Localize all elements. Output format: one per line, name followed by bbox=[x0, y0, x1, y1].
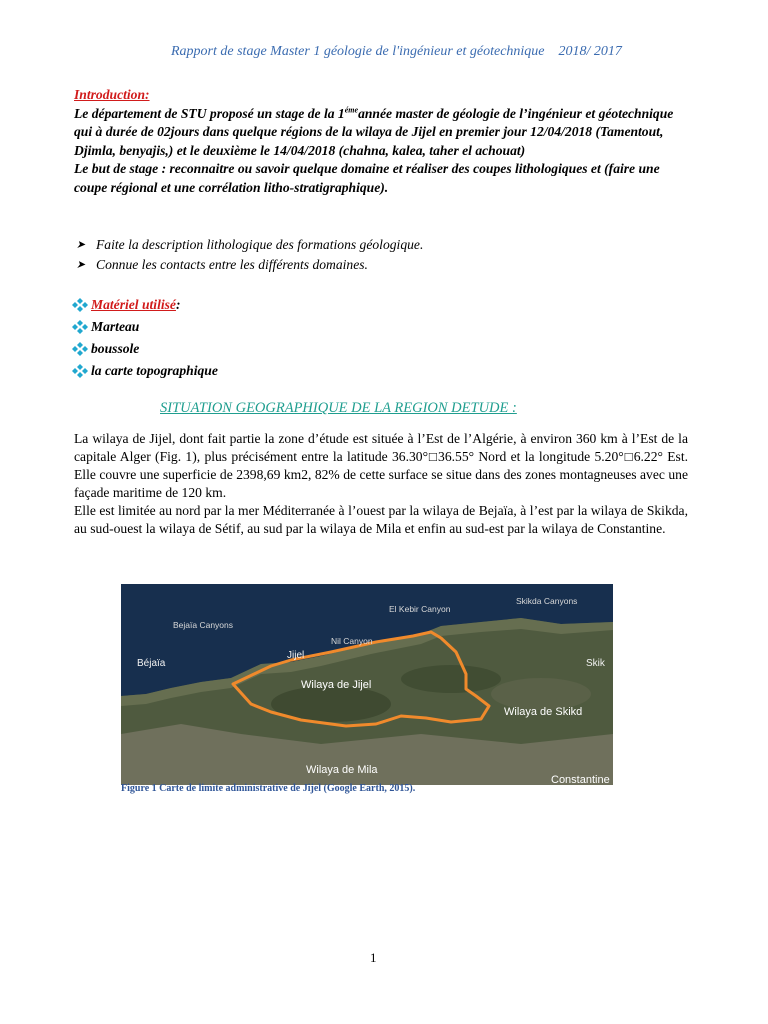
materials-list bbox=[72, 294, 472, 382]
introduction-paragraph: Le département de STU proposé un stage de la $1^{éme}année$ master de géologie de l’ingénieur et géotechnique qui à durée de 02jours dans quelque régions de la wilaya de Jijel en premier jour 12/04/2018 (Tamentout, Djimla, benyajis,) et le deuxième le 14/04/2018 (chahna, kalea, taher el achouat) bbox=[74, 105, 674, 158]
header-year: 2018/ 2017 bbox=[558, 44, 622, 59]
map-label-wilaya-jijel: Wilaya de Jijel bbox=[301, 679, 372, 691]
header-title: Rapport de stage Master 1 géologie de l'ingénieur et géotechnique bbox=[171, 44, 545, 59]
map-label-wilaya-skikda: Wilaya de Skikd bbox=[504, 706, 583, 718]
materials-heading-row: Matériel utilisé : bbox=[72, 294, 472, 316]
diamond-bullet-icon bbox=[72, 320, 88, 334]
list-item: ➤ Connue les contacts entre les différents domaines. bbox=[76, 255, 676, 275]
map-label-skikda: Skik bbox=[586, 658, 605, 669]
situation-text bbox=[74, 430, 688, 538]
map-label-bejaia: Béjaïa bbox=[137, 658, 166, 669]
map-label-el-kebir-canyon: El Kebir Canyon bbox=[389, 604, 451, 614]
materials-heading: Matériel utilisé bbox=[91, 297, 176, 312]
diamond-bullet-icon bbox=[72, 298, 88, 312]
diamond-bullet-icon bbox=[72, 364, 88, 378]
map-label-skikda-canyons: Skikda Canyons bbox=[516, 596, 578, 606]
introduction-heading: Introduction: bbox=[74, 87, 150, 102]
page-header bbox=[171, 44, 691, 60]
goal-paragraph: Le but de stage : reconnaitre ou savoir quelque domaine et réaliser des coupes lithologiques et (faire une coupe régional et une corrélation litho-stratigraphique). bbox=[74, 161, 660, 195]
map-label-bejaia-canyons: Bejaïa Canyons bbox=[173, 620, 234, 630]
list-item: ➤ Faite la description lithologique des formations géologique. bbox=[76, 235, 676, 255]
body-paragraph: La wilaya de Jijel, dont fait partie la zone d’étude est située à l’Est de l’Algérie, à environ 360 km à l’Est de la capitale Alger (Fig. 1), plus précisément entre la latitude 36.30°□36.55° Nord et la longitude 5.20°□6.22° Est. Elle couvre une superficie de 2398,69 km2, 82% de cette surface se situe dans des zones montagneuses avec une façade maritime de 120 km. bbox=[74, 431, 688, 500]
list-item: Marteau bbox=[72, 316, 472, 338]
section-title: SITUATION GEOGRAPHIQUE DE LA REGION DETUDE : bbox=[160, 400, 517, 416]
introduction-block bbox=[74, 86, 686, 198]
arrow-bullet-icon: ➤ bbox=[76, 239, 86, 251]
arrow-bullet-icon: ➤ bbox=[76, 259, 86, 271]
map-label-constantine: Constantine bbox=[551, 774, 610, 785]
map-image bbox=[121, 584, 613, 785]
page-number: 1 bbox=[370, 950, 377, 965]
map-label-nil-canyon: Nil Canyon bbox=[331, 636, 373, 646]
list-item: la carte topographique bbox=[72, 360, 472, 382]
map-label-wilaya-mila: Wilaya de Mila bbox=[306, 764, 378, 776]
diamond-bullet-icon bbox=[72, 342, 88, 356]
list-item: boussole bbox=[72, 338, 472, 360]
figure-caption: Figure 1 Carte de limite administrative de Jijel (Google Earth, 2015). bbox=[121, 783, 416, 794]
body-paragraph: Elle est limitée au nord par la mer Méditerranée à l’ouest par la wilaya de Bejaïa, à l’est par la wilaya de Skikda, au sud-ouest la wilaya de Sétif, au sud par la wilaya de Mila et enfin au sud-est par la wilaya de Constantine. bbox=[74, 503, 688, 536]
map-label-jijel: Jijel bbox=[287, 650, 305, 661]
objectives-list bbox=[76, 235, 676, 275]
